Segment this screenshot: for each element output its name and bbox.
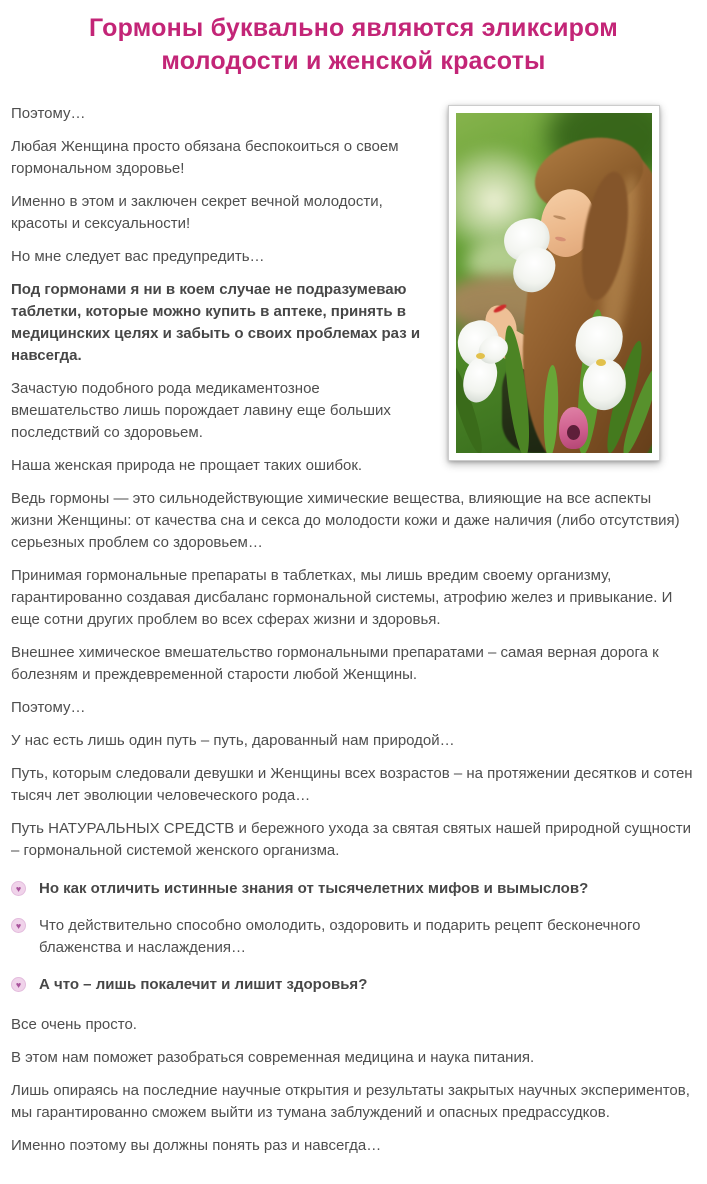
paragraph: Путь НАТУРАЛЬНЫХ СРЕДСТВ и бережного ухода за святая святых нашей природной сущности – гормональной системой женского организма. (11, 820, 691, 859)
list-item-label: А что – лишь покалечит и лишит здоровья? (39, 976, 368, 993)
paragraph: Именно поэтому вы должны понять раз и навсегда… (11, 1137, 382, 1154)
paragraph: У нас есть лишь один путь – путь, дарованный нам природой… (11, 732, 455, 749)
paragraph: В этом нам поможет разобраться современная медицина и наука питания. (11, 1049, 535, 1066)
list-item (11, 878, 696, 900)
paragraph: Зачастую подобного рода медикаментозное вмешательство лишь порождает лавину еще больших последствий со здоровьем. (11, 380, 391, 441)
paragraph: Ведь гормоны — это сильнодействующие химические вещества, влияющие на все аспекты жизни Женщины: от качества сна и секса до молодости кожи и даже наличия (либо отсутствия) серьезных проблем со здоровьем… (11, 490, 680, 551)
woman-with-irises-photo (456, 113, 652, 453)
iris-yellow-beard (476, 353, 485, 359)
paragraph-warning: Под гормонами я ни в коем случае не подразумеваю таблетки, которые можно купить в аптеке, принять в медицинских целях и забыть о своих проблемах раз и навсегда. (11, 281, 421, 364)
page-title: Гормоны буквально являются эликсиром молодости и женской красоты (89, 14, 618, 75)
heart-icon: ♥ (11, 881, 26, 896)
paragraph: Внешнее химическое вмешательство гормональными препаратами – самая верная дорога к болезням и преждевременной старости любой Женщины. (11, 644, 659, 683)
list-item (11, 915, 696, 959)
photo-frame (448, 105, 660, 461)
paragraph: Именно в этом и заключен секрет вечной молодости, красоты и сексуальности! (11, 193, 383, 232)
list-item-label: Но как отличить истинные знания от тысячелетних мифов и вымыслов? (39, 880, 589, 897)
list-item-label: Что действительно способно омолодить, оздоровить и подарить рецепт бесконечного блаженства и наслаждения… (39, 917, 641, 956)
iris-yellow-beard (596, 359, 606, 366)
paragraph: Любая Женщина просто обязана беспокоиться о своем гормональном здоровье! (11, 138, 399, 177)
heart-icon: ♥ (11, 918, 26, 933)
key-questions-list (11, 878, 696, 996)
paragraph: Путь, которым следовали девушки и Женщины всех возрастов – на протяжении десятков и сотен тысяч лет эволюции человеческого рода… (11, 765, 693, 804)
paragraph: Но мне следует вас предупредить… (11, 248, 265, 265)
paragraph: Принимая гормональные препараты в таблетках, мы лишь вредим своему организму, гарантированно создавая дисбаланс гормональной системы, атрофию желез и привыкание. И еще сотни других проблем во всех сферах жизни и здоровья. (11, 567, 673, 628)
heart-icon: ♥ (11, 977, 26, 992)
pink-flower-center (567, 425, 580, 440)
list-item (11, 974, 696, 996)
article-body (11, 103, 696, 1157)
paragraph: Лишь опираясь на последние научные открытия и результаты закрытых научных экспериментов, мы гарантированно сможем выйти из тумана заблуждений и опасных предрассудков. (11, 1082, 690, 1121)
paragraph: Наша женская природа не прощает таких ошибок. (11, 457, 363, 474)
paragraph: Поэтому… (11, 105, 86, 122)
paragraph: Все очень просто. (11, 1016, 137, 1033)
paragraph: Поэтому… (11, 699, 86, 716)
